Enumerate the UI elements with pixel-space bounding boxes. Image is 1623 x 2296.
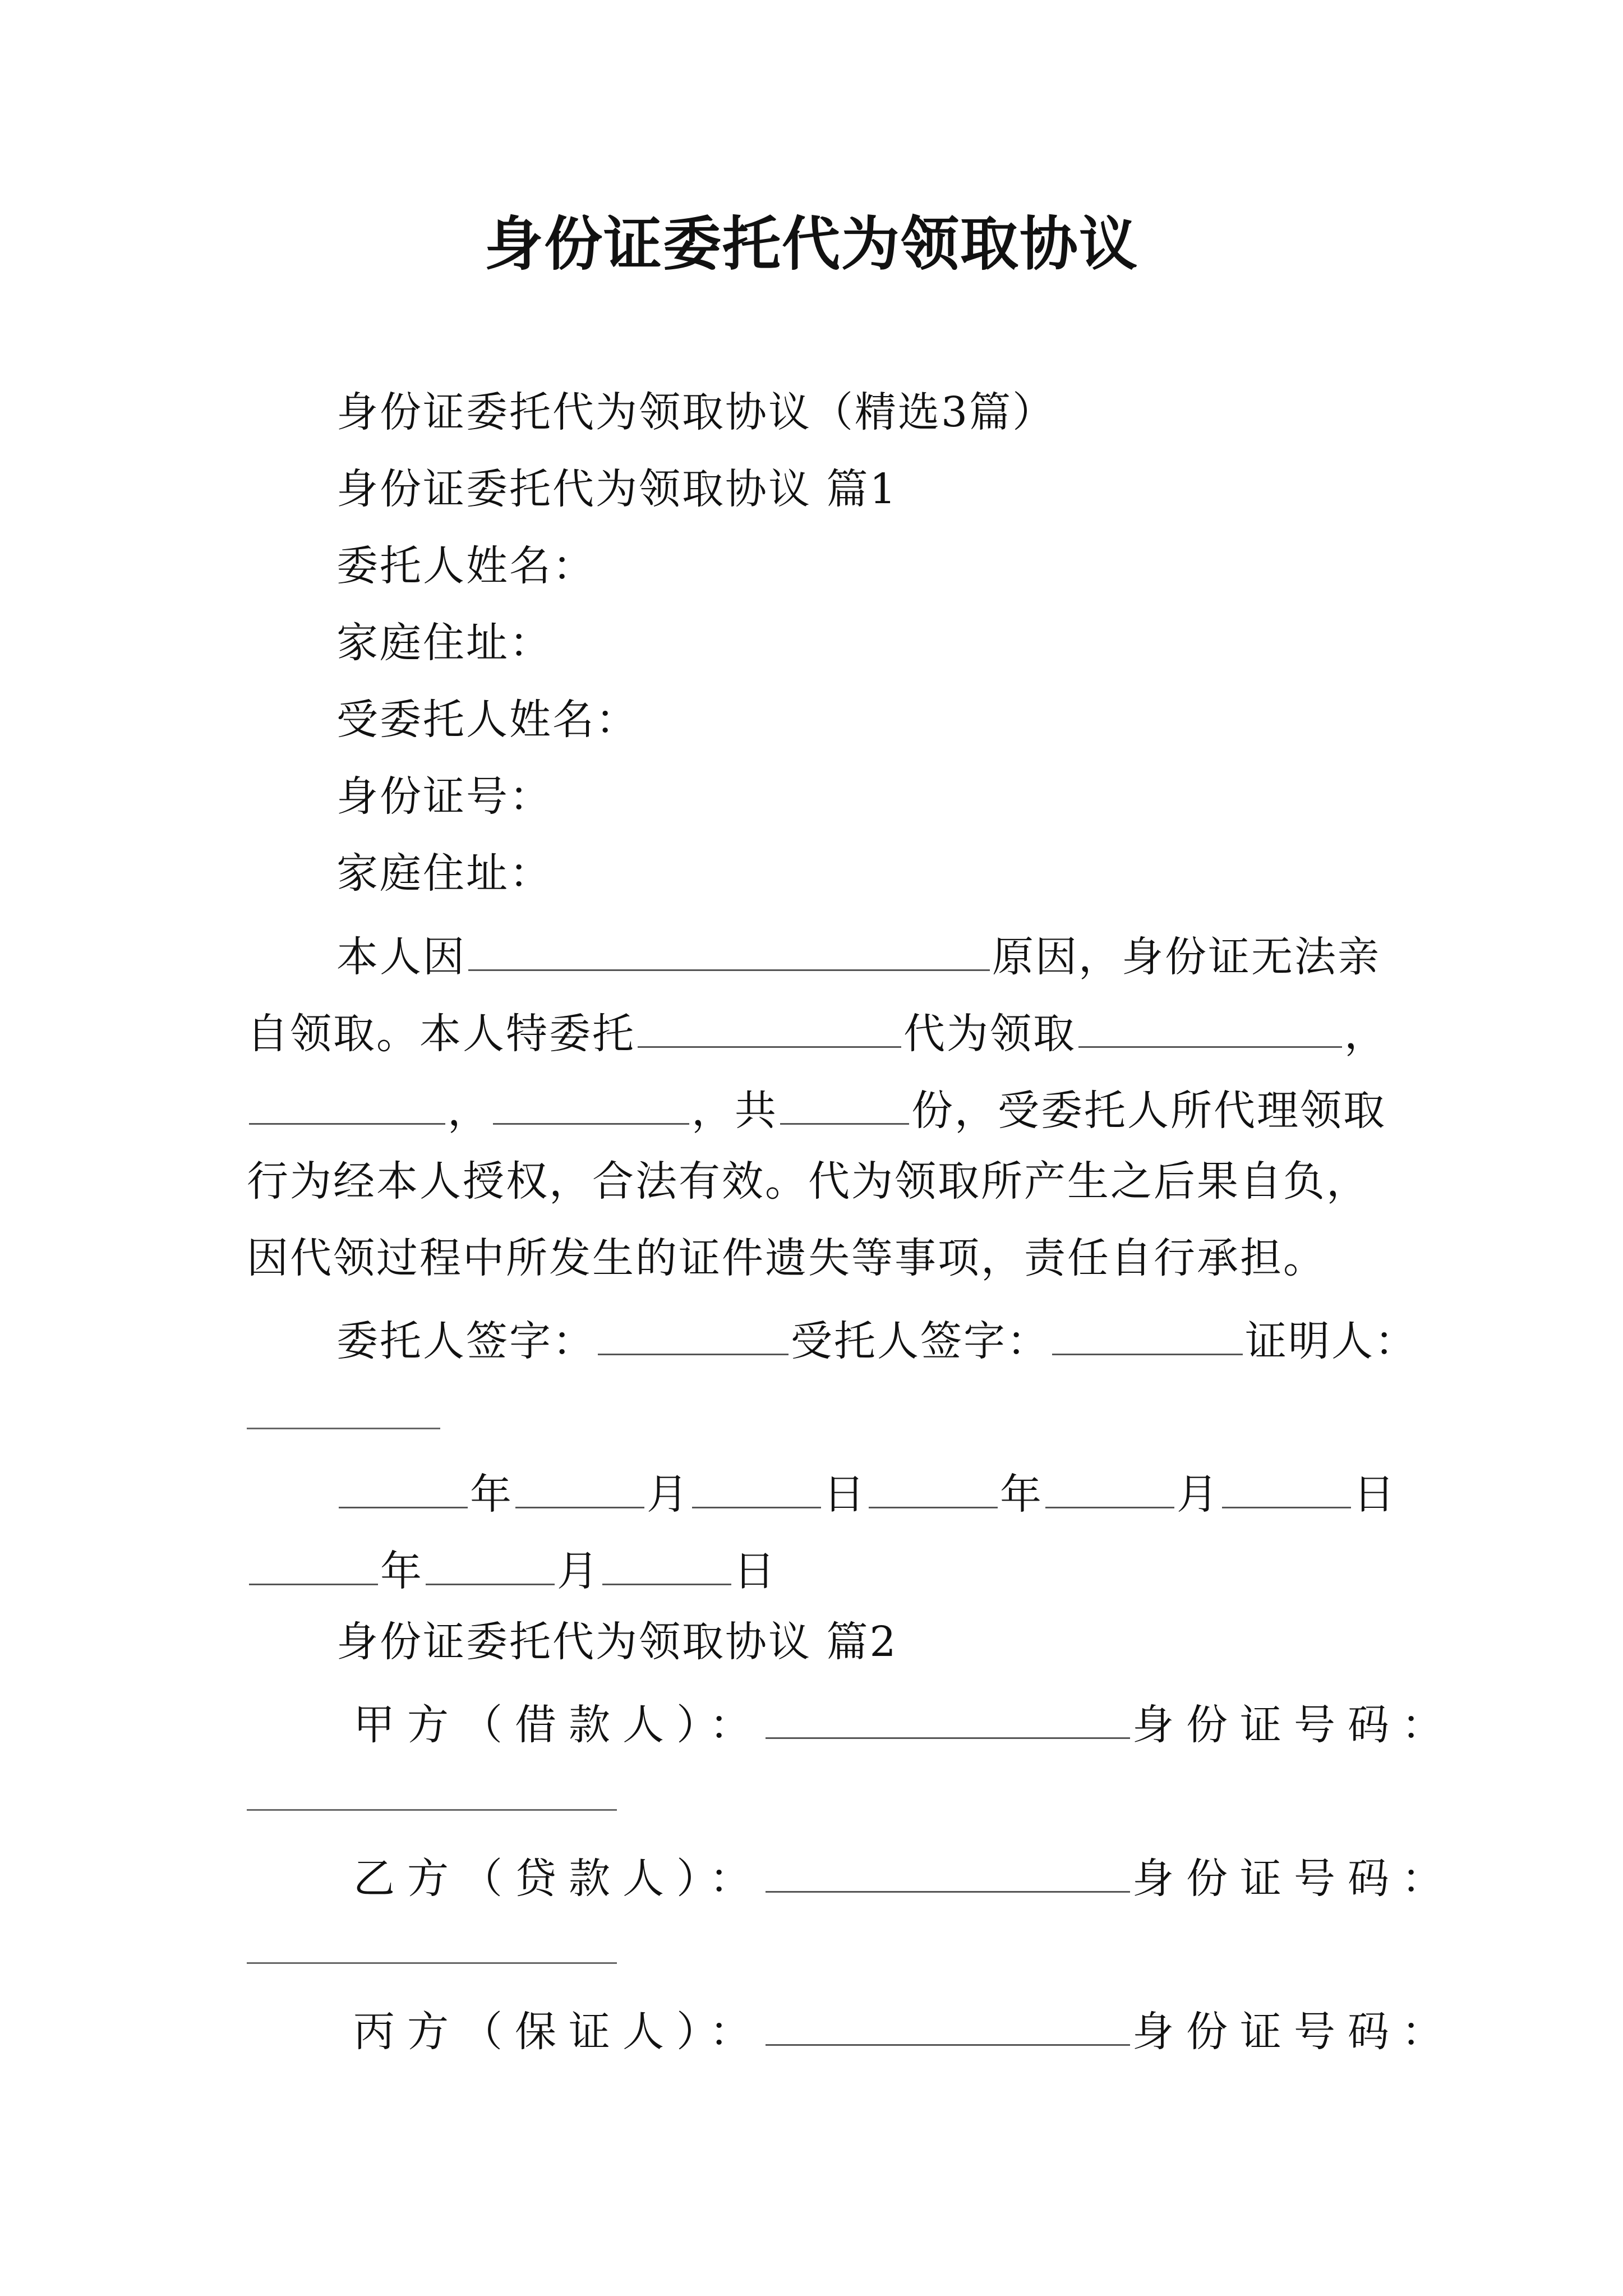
party-c-blank[interactable] xyxy=(766,1995,1130,2046)
id-label: 身份证号码： xyxy=(1132,1701,1455,1749)
party-a-id-blank[interactable] xyxy=(247,1809,617,1811)
day-label: 日 xyxy=(823,1470,866,1519)
witness-signature-blank[interactable] xyxy=(247,1428,440,1429)
id-number-label: 身份证号： xyxy=(336,772,552,821)
month-blank[interactable] xyxy=(515,1457,644,1508)
body-line-3 xyxy=(247,1074,1386,1142)
year-label: 年 xyxy=(470,1470,513,1519)
home-address-label: 家庭住址： xyxy=(336,619,552,667)
day-blank[interactable] xyxy=(692,1457,821,1508)
item-blank-1[interactable] xyxy=(1078,997,1342,1048)
body-text: 原因，身份证无法亲 xyxy=(992,933,1381,981)
day-blank[interactable] xyxy=(1222,1457,1351,1508)
body-text: 代为领取 xyxy=(903,1010,1076,1058)
body-text: 本人因 xyxy=(336,933,466,981)
document-subtitle: 身份证委托代为领取协议（精选3篇） xyxy=(336,388,1056,436)
month-label: 月 xyxy=(1177,1470,1220,1519)
year-label: 年 xyxy=(380,1547,423,1595)
month-blank[interactable] xyxy=(426,1534,555,1585)
body-line-4: 行为经本人授权，合法有效。代为领取所产生之后果自负， xyxy=(247,1157,1370,1205)
month-label: 月 xyxy=(557,1547,600,1595)
date-line-2 xyxy=(247,1534,777,1602)
date-line-1 xyxy=(336,1457,1396,1525)
year-blank[interactable] xyxy=(339,1457,468,1508)
body-text: ， xyxy=(1344,1010,1387,1058)
witness-label: 证明人： xyxy=(1245,1317,1418,1365)
id-label: 身份证号码： xyxy=(1132,1855,1455,1903)
party-b-label: 乙方（贷款人）： xyxy=(353,1855,763,1903)
party-a-line xyxy=(353,1688,1455,1756)
body-text: 份，受委托人所代理领取 xyxy=(911,1087,1386,1135)
day-blank[interactable] xyxy=(602,1534,731,1585)
signature-line xyxy=(336,1304,1418,1372)
count-blank[interactable] xyxy=(780,1074,909,1125)
item-blank-2[interactable] xyxy=(249,1074,445,1125)
month-blank[interactable] xyxy=(1045,1457,1174,1508)
year-blank[interactable] xyxy=(869,1457,998,1508)
part2-heading: 身份证委托代为领取协议 篇2 xyxy=(336,1618,898,1666)
body-line-1 xyxy=(336,920,1381,988)
body-text: ，共 xyxy=(691,1087,778,1135)
body-line-5: 因代领过程中所发生的证件遗失等事项，责任自行承担。 xyxy=(247,1234,1326,1282)
day-label: 日 xyxy=(1353,1470,1396,1519)
party-a-blank[interactable] xyxy=(766,1688,1130,1739)
month-label: 月 xyxy=(647,1470,690,1519)
party-a-label: 甲方（借款人）： xyxy=(353,1701,763,1749)
party-c-label: 丙方（保证人）： xyxy=(353,2008,763,2056)
document-title: 身份证委托代为领取协议 xyxy=(484,209,1138,278)
agent-signature-label: 受托人签字： xyxy=(791,1317,1050,1365)
party-b-line xyxy=(353,1842,1455,1910)
reason-blank[interactable] xyxy=(468,920,990,971)
agent-signature-blank[interactable] xyxy=(1052,1304,1243,1355)
party-b-id-blank[interactable] xyxy=(247,1962,617,1964)
agent-name-label: 受委托人姓名： xyxy=(336,696,639,744)
home-address-label-2: 家庭住址： xyxy=(336,849,552,898)
id-label: 身份证号码： xyxy=(1132,2008,1455,2056)
year-blank[interactable] xyxy=(249,1534,378,1585)
day-label: 日 xyxy=(734,1547,777,1595)
agent-blank[interactable] xyxy=(638,997,901,1048)
part1-heading: 身份证委托代为领取协议 篇1 xyxy=(336,465,898,513)
item-blank-3[interactable] xyxy=(493,1074,689,1125)
body-text: ， xyxy=(448,1087,491,1135)
party-b-blank[interactable] xyxy=(766,1842,1130,1893)
year-label: 年 xyxy=(1000,1470,1043,1519)
principal-signature-label: 委托人签字： xyxy=(336,1317,596,1365)
principal-signature-blank[interactable] xyxy=(598,1304,789,1355)
body-line-2 xyxy=(247,997,1387,1065)
party-c-line xyxy=(353,1995,1455,2063)
body-text: 自领取。本人特委托 xyxy=(247,1010,635,1058)
principal-name-label: 委托人姓名： xyxy=(336,542,596,590)
